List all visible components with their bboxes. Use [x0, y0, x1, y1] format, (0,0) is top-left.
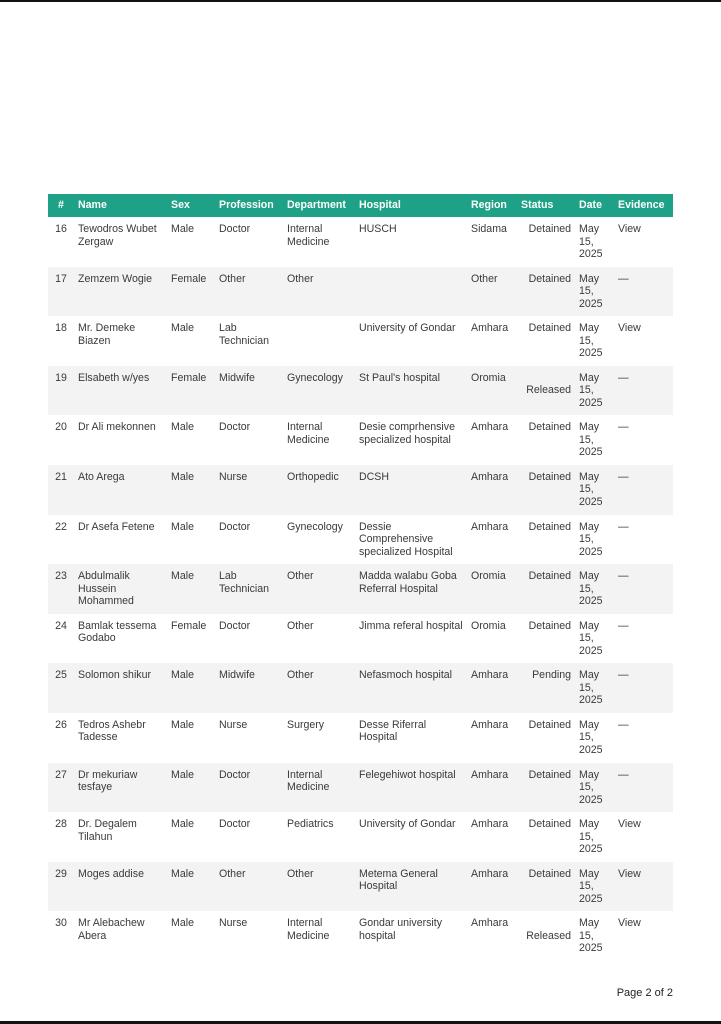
header-status: Status — [517, 194, 575, 217]
cell-evidence: — — [614, 713, 673, 763]
cell-sex: Male — [167, 763, 215, 813]
cell-region: Sidama — [467, 217, 517, 267]
cell-evidence: — — [614, 614, 673, 664]
cell-sex: Male — [167, 564, 215, 614]
cell-number: 29 — [48, 862, 74, 912]
header-number: # — [48, 194, 74, 217]
cell-hospital: Metema General Hospital — [355, 862, 467, 912]
cell-name: Dr Ali mekonnen — [74, 415, 167, 465]
cell-evidence: — — [614, 366, 673, 416]
cell-evidence: — — [614, 267, 673, 317]
header-date: Date — [575, 194, 614, 217]
cell-name: Mr. Demeke Biazen — [74, 316, 167, 366]
table-row — [48, 663, 673, 713]
cell-date: May 15, 2025 — [575, 763, 614, 813]
cell-hospital: University of Gondar — [355, 812, 467, 862]
cell-number: 17 — [48, 267, 74, 317]
cell-sex: Female — [167, 267, 215, 317]
cell-region: Amhara — [467, 763, 517, 813]
cell-status: Released — [517, 911, 575, 961]
cell-evidence: — — [614, 663, 673, 713]
cell-department — [283, 316, 355, 366]
cell-department: Internal Medicine — [283, 415, 355, 465]
cell-status: Detained — [517, 614, 575, 664]
cell-department: Other — [283, 614, 355, 664]
cell-date: May 15, 2025 — [575, 713, 614, 763]
cell-department: Other — [283, 663, 355, 713]
cell-profession: Nurse — [215, 911, 283, 961]
cell-status: Detained — [517, 862, 575, 912]
header-region: Region — [467, 194, 517, 217]
cell-department: Other — [283, 862, 355, 912]
cell-status: Detained — [517, 713, 575, 763]
header-name: Name — [74, 194, 167, 217]
cell-number: 22 — [48, 515, 74, 565]
cell-profession: Nurse — [215, 465, 283, 515]
cell-department: Internal Medicine — [283, 911, 355, 961]
header-evidence: Evidence — [614, 194, 673, 217]
cell-profession: Other — [215, 862, 283, 912]
cell-sex: Male — [167, 316, 215, 366]
cell-profession: Doctor — [215, 217, 283, 267]
cell-hospital: DCSH — [355, 465, 467, 515]
cell-number: 21 — [48, 465, 74, 515]
cell-name: Dr mekuriaw tesfaye — [74, 763, 167, 813]
cell-evidence: — — [614, 564, 673, 614]
cell-status: Detained — [517, 465, 575, 515]
cell-hospital: Jimma referal hospital — [355, 614, 467, 664]
cell-name: Zemzem Wogie — [74, 267, 167, 317]
cell-sex: Male — [167, 663, 215, 713]
cell-status: Pending — [517, 663, 575, 713]
cell-region: Amhara — [467, 713, 517, 763]
cell-date: May 15, 2025 — [575, 316, 614, 366]
cell-region: Amhara — [467, 812, 517, 862]
cell-hospital — [355, 267, 467, 317]
table-row — [48, 217, 673, 267]
cell-region: Amhara — [467, 911, 517, 961]
cell-name: Moges addise — [74, 862, 167, 912]
cell-number: 24 — [48, 614, 74, 664]
cell-profession: Doctor — [215, 763, 283, 813]
top-border — [0, 0, 721, 2]
cell-department: Gynecology — [283, 515, 355, 565]
cell-name: Abdulmalik Hussein Mohammed — [74, 564, 167, 614]
cell-evidence[interactable]: View — [614, 862, 673, 912]
cell-sex: Male — [167, 713, 215, 763]
cell-sex: Male — [167, 217, 215, 267]
cell-date: May 15, 2025 — [575, 911, 614, 961]
cell-evidence[interactable]: View — [614, 316, 673, 366]
cell-number: 20 — [48, 415, 74, 465]
cell-profession: Doctor — [215, 415, 283, 465]
cell-status: Detained — [517, 316, 575, 366]
cell-hospital: Madda walabu Goba Referral Hospital — [355, 564, 467, 614]
cell-evidence[interactable]: View — [614, 217, 673, 267]
table-header — [48, 194, 673, 217]
cell-status: Detained — [517, 267, 575, 317]
cell-hospital: Felegehiwot hospital — [355, 763, 467, 813]
cell-department: Orthopedic — [283, 465, 355, 515]
cell-evidence: — — [614, 763, 673, 813]
cell-profession: Nurse — [215, 713, 283, 763]
cell-evidence[interactable]: View — [614, 911, 673, 961]
table-row — [48, 415, 673, 465]
cell-hospital: Desse Riferral Hospital — [355, 713, 467, 763]
cell-region: Oromia — [467, 366, 517, 416]
cell-name: Solomon shikur — [74, 663, 167, 713]
cell-number: 26 — [48, 713, 74, 763]
cell-profession: Doctor — [215, 614, 283, 664]
cell-region: Amhara — [467, 415, 517, 465]
table-row — [48, 614, 673, 664]
cell-region: Oromia — [467, 564, 517, 614]
cell-status: Detained — [517, 217, 575, 267]
cell-number: 27 — [48, 763, 74, 813]
cell-name: Mr Alebachew Abera — [74, 911, 167, 961]
cell-status: Detained — [517, 415, 575, 465]
cell-profession: Midwife — [215, 366, 283, 416]
records-table — [48, 194, 673, 961]
cell-date: May 15, 2025 — [575, 267, 614, 317]
cell-name: Elsabeth w/yes — [74, 366, 167, 416]
table-row — [48, 812, 673, 862]
cell-name: Bamlak tessema Godabo — [74, 614, 167, 664]
header-sex: Sex — [167, 194, 215, 217]
cell-department: Internal Medicine — [283, 763, 355, 813]
cell-region: Amhara — [467, 515, 517, 565]
table-row — [48, 267, 673, 317]
cell-sex: Male — [167, 415, 215, 465]
table-row — [48, 515, 673, 565]
cell-evidence: — — [614, 415, 673, 465]
cell-hospital: Gondar university hospital — [355, 911, 467, 961]
cell-number: 28 — [48, 812, 74, 862]
table-row — [48, 763, 673, 813]
cell-status: Detained — [517, 564, 575, 614]
cell-date: May 15, 2025 — [575, 366, 614, 416]
cell-date: May 15, 2025 — [575, 515, 614, 565]
cell-name: Tedros Ashebr Tadesse — [74, 713, 167, 763]
cell-date: May 15, 2025 — [575, 862, 614, 912]
cell-status: Detained — [517, 515, 575, 565]
cell-profession: Lab Technician — [215, 564, 283, 614]
cell-hospital: Desie comprhensive specialized hospital — [355, 415, 467, 465]
cell-date: May 15, 2025 — [575, 614, 614, 664]
cell-status: Detained — [517, 763, 575, 813]
cell-number: 19 — [48, 366, 74, 416]
cell-profession: Midwife — [215, 663, 283, 713]
cell-hospital: Dessie Comprehensive specialized Hospital — [355, 515, 467, 565]
cell-evidence[interactable]: View — [614, 812, 673, 862]
cell-date: May 15, 2025 — [575, 217, 614, 267]
header-profession: Profession — [215, 194, 283, 217]
cell-date: May 15, 2025 — [575, 812, 614, 862]
cell-profession: Doctor — [215, 812, 283, 862]
cell-date: May 15, 2025 — [575, 663, 614, 713]
cell-number: 18 — [48, 316, 74, 366]
cell-name: Dr. Degalem Tilahun — [74, 812, 167, 862]
cell-sex: Male — [167, 465, 215, 515]
cell-date: May 15, 2025 — [575, 415, 614, 465]
header-row — [48, 194, 673, 217]
table-row — [48, 465, 673, 515]
cell-date: May 15, 2025 — [575, 465, 614, 515]
cell-hospital: HUSCH — [355, 217, 467, 267]
cell-name: Tewodros Wubet Zergaw — [74, 217, 167, 267]
cell-status: Detained — [517, 812, 575, 862]
table-body — [48, 217, 673, 961]
table-row — [48, 316, 673, 366]
cell-sex: Female — [167, 614, 215, 664]
cell-evidence: — — [614, 465, 673, 515]
table-row — [48, 713, 673, 763]
cell-number: 25 — [48, 663, 74, 713]
cell-number: 30 — [48, 911, 74, 961]
cell-hospital: Nefasmoch hospital — [355, 663, 467, 713]
cell-department: Other — [283, 564, 355, 614]
cell-region: Amhara — [467, 465, 517, 515]
cell-department: Pediatrics — [283, 812, 355, 862]
cell-name: Ato Arega — [74, 465, 167, 515]
page-number: Page 2 of 2 — [616, 987, 673, 999]
cell-sex: Male — [167, 515, 215, 565]
cell-number: 23 — [48, 564, 74, 614]
cell-date: May 15, 2025 — [575, 564, 614, 614]
cell-sex: Male — [167, 862, 215, 912]
cell-sex: Female — [167, 366, 215, 416]
header-hospital: Hospital — [355, 194, 467, 217]
cell-region: Oromia — [467, 614, 517, 664]
table-row — [48, 564, 673, 614]
table-row — [48, 366, 673, 416]
header-department: Department — [283, 194, 355, 217]
cell-region: Other — [467, 267, 517, 317]
cell-profession: Other — [215, 267, 283, 317]
cell-hospital: University of Gondar — [355, 316, 467, 366]
cell-sex: Male — [167, 911, 215, 961]
table-row — [48, 911, 673, 961]
cell-department: Gynecology — [283, 366, 355, 416]
cell-department: Other — [283, 267, 355, 317]
cell-department: Surgery — [283, 713, 355, 763]
cell-region: Amhara — [467, 663, 517, 713]
cell-region: Amhara — [467, 316, 517, 366]
cell-status: Released — [517, 366, 575, 416]
cell-number: 16 — [48, 217, 74, 267]
cell-region: Amhara — [467, 862, 517, 912]
cell-sex: Male — [167, 812, 215, 862]
cell-profession: Lab Technician — [215, 316, 283, 366]
cell-name: Dr Asefa Fetene — [74, 515, 167, 565]
table-row — [48, 862, 673, 912]
cell-evidence: — — [614, 515, 673, 565]
cell-hospital: St Paul's hospital — [355, 366, 467, 416]
cell-profession: Doctor — [215, 515, 283, 565]
cell-department: Internal Medicine — [283, 217, 355, 267]
